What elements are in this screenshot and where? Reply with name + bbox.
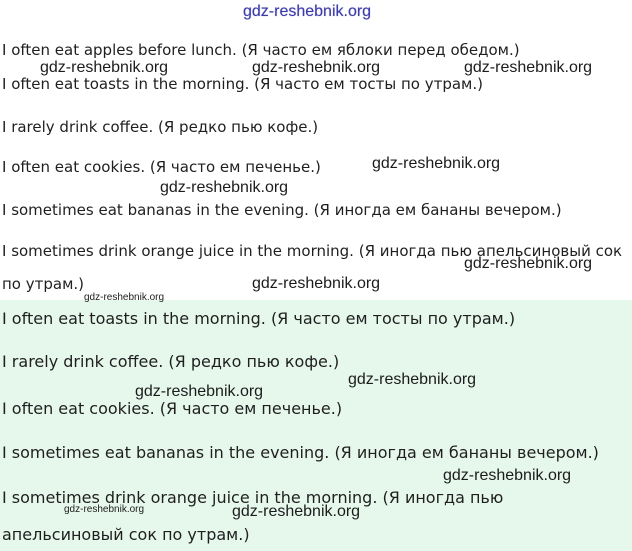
sentence-line: I often eat toasts in the morning. (Я часто ем тосты по утрам.) (2, 309, 516, 328)
sentence-line: I often eat apples before lunch. (Я часто ем яблоки перед обедом.) (2, 41, 520, 59)
watermark: gdz-reshebnik.org (443, 467, 572, 484)
sentence-line: I sometimes drink orange juice in the morning. (Я иногда пью (2, 488, 504, 507)
sentence-line: I rarely drink coffee. (Я редко пью кофе.) (2, 118, 319, 136)
watermark: gdz-reshebnik.org (160, 179, 289, 196)
watermark: gdz-reshebnik.org (252, 59, 381, 76)
watermark: gdz-reshebnik.org (40, 59, 169, 76)
watermark-header: gdz-reshebnik.org (243, 3, 372, 20)
sentence-line: I often eat cookies. (Я часто ем печенье.) (2, 399, 343, 418)
watermark: gdz-reshebnik.org (64, 504, 145, 515)
sentence-line: апельсиновый сок по утрам.) (2, 525, 250, 544)
watermark: gdz-reshebnik.org (84, 292, 165, 303)
sentence-line: I often eat toasts in the morning. (Я часто ем тосты по утрам.) (2, 75, 483, 93)
watermark: gdz-reshebnik.org (464, 255, 593, 272)
watermark: gdz-reshebnik.org (348, 371, 477, 388)
sentence-line: I sometimes drink orange juice in the morning. (Я иногда пью апельсиновый сок (2, 242, 623, 260)
watermark: gdz-reshebnik.org (135, 383, 264, 400)
watermark: gdz-reshebnik.org (464, 59, 593, 76)
sentence-line: по утрам.) (2, 275, 85, 293)
sentence-line: I sometimes eat bananas in the evening. (Я иногда ем бананы вечером.) (2, 443, 599, 462)
watermark: gdz-reshebnik.org (252, 275, 381, 292)
sentence-line: I often eat cookies. (Я часто ем печенье.) (2, 158, 321, 176)
sentence-line: I rarely drink coffee. (Я редко пью кофе.) (2, 352, 340, 371)
watermark: gdz-reshebnik.org (372, 155, 501, 172)
watermark: gdz-reshebnik.org (232, 503, 361, 520)
sentence-line: I sometimes eat bananas in the evening. (Я иногда ем бананы вечером.) (2, 201, 562, 219)
